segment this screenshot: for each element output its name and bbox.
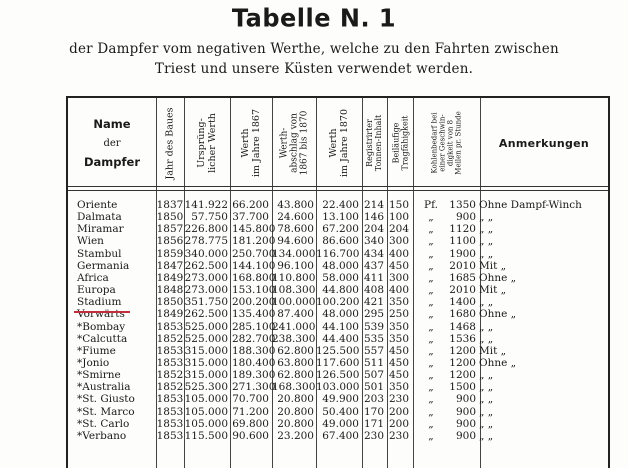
coal-usage: 1536	[449, 332, 476, 345]
depreciation: 43.800	[277, 199, 314, 211]
remarks: „ „	[479, 296, 494, 309]
tonnage: 437	[363, 259, 384, 272]
capacity: 350	[388, 296, 409, 309]
original-value: 340.000	[184, 247, 228, 260]
remarks: „ „	[479, 393, 494, 406]
capacity: 400	[388, 284, 409, 297]
remarks: „ „	[479, 369, 494, 382]
depreciation: 78.600	[277, 223, 314, 236]
header-kohle-line4: Meilen pr. Stunde	[454, 111, 463, 175]
depreciation: 62.800	[277, 369, 314, 382]
remarks: Ohne „	[479, 356, 517, 369]
depreciation: 20.800	[277, 405, 314, 418]
coal-usage: 900	[455, 211, 476, 224]
capacity: 200	[388, 405, 409, 418]
value-1870: 48.000	[322, 259, 359, 272]
header-orig-value	[184, 100, 230, 186]
header-year	[156, 100, 184, 186]
unit-pf: „	[428, 405, 434, 418]
coal-usage: 1680	[449, 308, 476, 321]
capacity: 350	[388, 332, 409, 345]
ship-name: *St. Marco	[77, 405, 135, 418]
tonnage: 411	[363, 271, 384, 284]
header-v70-line1: Werth	[328, 128, 339, 158]
table-row	[66, 418, 626, 430]
coal-usage: 1350	[449, 199, 476, 211]
value-1867: 282.700	[232, 332, 276, 345]
original-value: 351.750	[184, 296, 228, 309]
ship-name: *Verbano	[77, 429, 127, 442]
table-row	[66, 248, 626, 260]
header-name	[68, 100, 156, 186]
table-row	[66, 430, 626, 442]
header-capacity	[387, 100, 413, 186]
unit-pf: „	[428, 344, 434, 357]
value-1867: 144.100	[232, 259, 276, 272]
depreciation: 241.000	[272, 320, 316, 333]
header-orig-line2: licher Werth	[207, 113, 219, 173]
value-1870: 44.800	[322, 284, 359, 297]
coal-usage: 1900	[449, 247, 476, 260]
tonnage: 146	[363, 211, 384, 224]
original-value: 525.300	[184, 381, 228, 394]
build-year: 1853	[156, 344, 184, 357]
value-1867: 69.800	[232, 417, 269, 430]
depreciation: 23.200	[277, 429, 314, 442]
tonnage: 340	[363, 235, 384, 248]
build-year: 1850	[156, 296, 184, 309]
tonnage: 408	[363, 284, 384, 297]
original-value: 315.000	[184, 356, 228, 369]
ship-name: *Jonio	[77, 356, 110, 369]
table-row	[66, 260, 626, 272]
ship-name: Oriente	[77, 199, 118, 211]
original-value: 105.000	[184, 405, 228, 418]
capacity: 300	[388, 271, 409, 284]
ship-name: Wien	[77, 235, 104, 248]
remarks: „ „	[479, 417, 494, 430]
header-coal	[413, 100, 480, 186]
build-year: 1853	[156, 429, 184, 442]
header-trag-line2: Tragfähigkeit	[400, 115, 409, 171]
original-value: 262.500	[184, 308, 228, 321]
unit-pf: „	[428, 296, 434, 309]
header-name-bottom: Dampfer	[84, 154, 140, 169]
table-row	[66, 296, 626, 308]
header-orig-line1: Ursprüng-	[196, 118, 208, 168]
remarks: „ „	[479, 235, 494, 248]
unit-pf: „	[428, 393, 434, 406]
build-year: 1857	[156, 223, 184, 236]
original-value: 105.000	[184, 417, 228, 430]
capacity: 450	[388, 369, 409, 382]
coal-usage: 900	[455, 405, 476, 418]
unit-pf: „	[428, 381, 434, 394]
value-1870: 48.000	[322, 308, 359, 321]
capacity: 400	[388, 247, 409, 260]
unit-pf: „	[428, 429, 434, 442]
build-year: 1853	[156, 417, 184, 430]
remarks: Ohne Dampf-Winch	[479, 199, 582, 211]
capacity: 230	[388, 429, 409, 442]
ship-name: Europa	[77, 284, 116, 297]
coal-usage: 1685	[449, 271, 476, 284]
build-year: 1852	[156, 381, 184, 394]
capacity: 450	[388, 344, 409, 357]
value-1867: 180.400	[232, 356, 276, 369]
coal-usage: 2010	[449, 284, 476, 297]
header-kohle-line3: digkeit von 8	[446, 119, 455, 167]
original-value: 315.000	[184, 344, 228, 357]
remarks: Mit „	[479, 284, 507, 297]
ship-name: Stambul	[77, 247, 122, 260]
header-kohle-line1: Kohlenbedarf bei	[430, 112, 439, 174]
capacity: 450	[388, 259, 409, 272]
original-value: 226.800	[184, 223, 228, 236]
table-row	[66, 199, 626, 211]
value-1867: 70.700	[232, 393, 269, 406]
coal-usage: 1200	[449, 369, 476, 382]
original-value: 57.750	[191, 211, 228, 224]
original-value: 141.922	[184, 199, 228, 211]
value-1867: 153.100	[232, 284, 276, 297]
unit-pf: „	[428, 356, 434, 369]
coal-usage: 1200	[449, 344, 476, 357]
capacity: 350	[388, 381, 409, 394]
build-year: 1850	[156, 211, 184, 224]
capacity: 100	[388, 211, 409, 224]
tonnage: 214	[363, 199, 384, 211]
tonnage: 171	[363, 417, 384, 430]
value-1870: 67.200	[322, 223, 359, 236]
subtitle-line-1: der Dampfer vom negativen Werthe, welche zu den Fahrten zwischen	[69, 41, 559, 57]
ship-name: *St. Giusto	[77, 393, 135, 406]
coal-usage: 1468	[449, 320, 476, 333]
table-row	[66, 393, 626, 405]
value-1870: 44.400	[322, 332, 359, 345]
value-1867: 200.200	[232, 296, 276, 309]
ship-name: Miramar	[77, 223, 124, 236]
value-1870: 86.600	[322, 235, 359, 248]
build-year: 1853	[156, 405, 184, 418]
tonnage: 170	[363, 405, 384, 418]
header-ab-line1: Werth-	[279, 127, 290, 159]
tonnage: 557	[363, 344, 384, 357]
remarks: „ „	[479, 211, 494, 224]
value-1870: 58.000	[322, 271, 359, 284]
tonnage: 421	[363, 296, 384, 309]
ship-name: Africa	[77, 271, 109, 284]
header-remarks: Anmerkungen	[498, 136, 590, 150]
value-1867: 189.300	[232, 369, 276, 382]
build-year: 1847	[156, 259, 184, 272]
original-value: 525.000	[184, 320, 228, 333]
ship-name: Germania	[77, 259, 130, 272]
tonnage: 507	[363, 369, 384, 382]
coal-usage: 900	[455, 417, 476, 430]
original-value: 105.000	[184, 393, 228, 406]
depreciation: 134.000	[272, 247, 316, 260]
table-row	[66, 235, 626, 247]
value-1867: 90.600	[232, 429, 269, 442]
remarks: „ „	[479, 223, 494, 236]
header-ab-line3: 1867 bis 1870	[299, 110, 310, 176]
unit-pf: „	[428, 211, 434, 224]
value-1867: 37.700	[232, 211, 269, 224]
value-1870: 49.900	[322, 393, 359, 406]
header-ton-line1: Registrirter	[365, 119, 375, 167]
table-row	[66, 308, 626, 320]
value-1867: 135.400	[232, 308, 276, 321]
tonnage: 501	[363, 381, 384, 394]
remarks: Ohne „	[479, 271, 517, 284]
header-value-1870	[316, 100, 362, 186]
tonnage: 204	[363, 223, 384, 236]
remarks: „ „	[479, 332, 494, 345]
table-row	[66, 369, 626, 381]
build-year: 1849	[156, 308, 184, 321]
remarks: „ „	[479, 405, 494, 418]
unit-pf: „	[428, 417, 434, 430]
remarks: Ohne „	[479, 308, 517, 321]
table-row	[66, 284, 626, 296]
tonnage: 539	[363, 320, 384, 333]
build-year: 1849	[156, 271, 184, 284]
remarks: Mit „	[479, 259, 507, 272]
value-1870: 22.400	[322, 199, 359, 211]
unit-pf: „	[428, 235, 434, 248]
remarks: „ „	[479, 381, 494, 394]
unit-pf: „	[428, 320, 434, 333]
capacity: 204	[388, 223, 409, 236]
unit-pf: „	[428, 308, 434, 321]
build-year: 1837	[156, 199, 184, 211]
value-1870: 103.000	[316, 381, 360, 394]
value-1867: 271.300	[232, 381, 276, 394]
tonnage: 295	[363, 308, 384, 321]
coal-usage: 2010	[449, 259, 476, 272]
original-value: 278.775	[184, 235, 228, 248]
header-depreciation	[272, 100, 316, 186]
table-row	[66, 333, 626, 345]
capacity: 230	[388, 393, 409, 406]
capacity: 350	[388, 320, 409, 333]
coal-usage: 900	[455, 393, 476, 406]
unit-pf: „	[428, 271, 434, 284]
value-1870: 49.000	[322, 417, 359, 430]
value-1870: 116.700	[316, 247, 360, 260]
unit-pf: „	[428, 369, 434, 382]
ship-name: *St. Carlo	[77, 417, 130, 430]
unit-pf: Pf.	[424, 199, 438, 211]
value-1867: 181.200	[232, 235, 276, 248]
depreciation: 110.800	[272, 271, 316, 284]
depreciation: 20.800	[277, 417, 314, 430]
original-value: 115.500	[184, 429, 228, 442]
table-row	[66, 321, 626, 333]
build-year: 1856	[156, 235, 184, 248]
tonnage: 511	[363, 356, 384, 369]
header-ton-line2: Tonnen-Inhalt	[374, 114, 384, 172]
value-1870: 100.200	[316, 296, 360, 309]
original-value: 525.000	[184, 332, 228, 345]
remarks: „ „	[479, 429, 494, 442]
build-year: 1853	[156, 393, 184, 406]
value-1867: 71.200	[232, 405, 269, 418]
depreciation: 87.400	[277, 308, 314, 321]
tonnage: 535	[363, 332, 384, 345]
value-1870: 125.500	[316, 344, 360, 357]
header-value-1867	[230, 100, 272, 186]
header-ab-line2: abschlag von	[289, 113, 300, 173]
depreciation: 168.300	[272, 381, 316, 394]
depreciation: 100.000	[272, 296, 316, 309]
coal-usage: 1100	[449, 235, 476, 248]
header-trag-line1: Beiläufige	[391, 122, 400, 164]
value-1870: 67.400	[322, 429, 359, 442]
build-year: 1853	[156, 320, 184, 333]
remarks: „ „	[479, 320, 494, 333]
depreciation: 108.300	[272, 284, 316, 297]
value-1867: 285.100	[232, 320, 276, 333]
depreciation: 96.100	[277, 259, 314, 272]
coal-usage: 1200	[449, 356, 476, 369]
capacity: 450	[388, 356, 409, 369]
remarks: Mit „	[479, 344, 507, 357]
table-row	[66, 357, 626, 369]
value-1867: 250.700	[232, 247, 276, 260]
unit-pf: „	[428, 259, 434, 272]
tonnage: 434	[363, 247, 384, 260]
ship-name: Vorwärts	[77, 308, 125, 321]
value-1870: 50.400	[322, 405, 359, 418]
depreciation: 20.800	[277, 393, 314, 406]
header-v70-line2: im Jahre 1870	[339, 108, 350, 178]
header-name-mid: der	[103, 137, 121, 149]
value-1870: 126.500	[316, 369, 360, 382]
ship-name: *Calcutta	[77, 332, 128, 345]
depreciation: 24.600	[277, 211, 314, 224]
coal-usage: 1400	[449, 296, 476, 309]
depreciation: 238.300	[272, 332, 316, 345]
table-row	[66, 381, 626, 393]
build-year: 1853	[156, 356, 184, 369]
ship-name: Stadium	[77, 296, 122, 309]
value-1867: 168.800	[232, 271, 276, 284]
unit-pf: „	[428, 284, 434, 297]
capacity: 200	[388, 417, 409, 430]
build-year: 1852	[156, 332, 184, 345]
original-value: 273.000	[184, 271, 228, 284]
capacity: 250	[388, 308, 409, 321]
capacity: 300	[388, 235, 409, 248]
ship-name: *Australia	[77, 381, 131, 394]
coal-usage: 1120	[449, 223, 476, 236]
unit-pf: „	[428, 247, 434, 260]
table-row	[66, 345, 626, 357]
remarks: „ „	[479, 247, 494, 260]
ship-name: *Fiume	[77, 344, 116, 357]
table-title: Tabelle N. 1	[231, 3, 397, 33]
ship-name: *Bombay	[77, 320, 126, 333]
original-value: 315.000	[184, 369, 228, 382]
subtitle-line-2: Triest und unsere Küsten verwendet werden.	[154, 61, 474, 77]
unit-pf: „	[428, 332, 434, 345]
header-name-top: Name	[93, 116, 131, 131]
depreciation: 62.800	[277, 344, 314, 357]
coal-usage: 900	[455, 429, 476, 442]
table-row	[66, 211, 626, 223]
value-1867: 145.800	[232, 223, 276, 236]
depreciation: 94.600	[277, 235, 314, 248]
header-kohle-line2: einer Geschwin-	[438, 114, 447, 172]
ship-name: *Smirne	[77, 369, 121, 382]
tonnage: 203	[363, 393, 384, 406]
header-v67-line1: Werth	[240, 128, 251, 158]
header-rule-inner	[68, 190, 608, 191]
build-year: 1859	[156, 247, 184, 260]
header-rule	[68, 186, 608, 187]
value-1870: 44.100	[322, 320, 359, 333]
coal-usage: 1500	[449, 381, 476, 394]
original-value: 262.500	[184, 259, 228, 272]
red-underline	[74, 311, 130, 313]
value-1870: 13.100	[322, 211, 359, 224]
value-1870: 117.600	[316, 356, 360, 369]
header-year-label: Jahr des Baues	[164, 106, 176, 180]
original-value: 273.000	[184, 284, 228, 297]
ship-name: Dalmata	[77, 211, 122, 224]
depreciation: 63.800	[277, 356, 314, 369]
table-row	[66, 406, 626, 418]
value-1867: 188.300	[232, 344, 276, 357]
unit-pf: „	[428, 223, 434, 236]
table-row	[66, 272, 626, 284]
header-tonnage	[362, 100, 387, 186]
build-year: 1848	[156, 284, 184, 297]
capacity: 150	[388, 199, 409, 211]
table-row	[66, 223, 626, 235]
tonnage: 230	[363, 429, 384, 442]
value-1867: 66.200	[232, 199, 269, 211]
header-v67-line2: im Jahre 1867	[251, 108, 262, 178]
build-year: 1852	[156, 369, 184, 382]
